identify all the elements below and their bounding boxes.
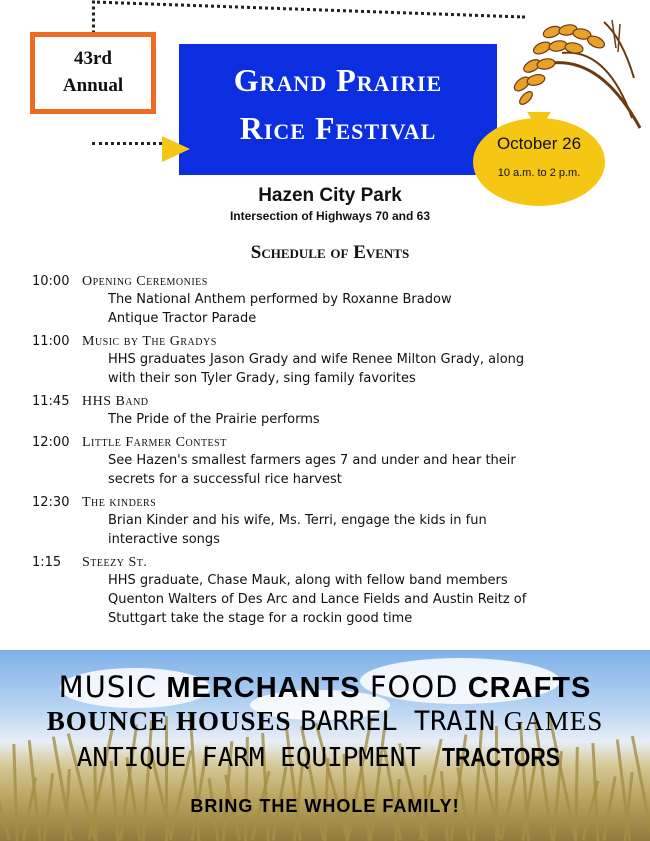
event-name: The kinders <box>82 495 157 510</box>
event-detail: HHS graduate, Chase Mauk, along with fellow band members <box>108 573 508 588</box>
banner-word-games: GAMES <box>503 706 604 736</box>
event-hours: 10 a.m. to 2 p.m. <box>497 167 581 179</box>
schedule-event <box>32 435 632 489</box>
banner-word-music: MUSIC <box>58 670 158 704</box>
banner-row-2 <box>0 706 650 737</box>
grass-blade <box>142 720 153 841</box>
event-name: Little Farmer Contest <box>82 435 227 450</box>
schedule-event <box>32 555 632 628</box>
banner-row-3 <box>0 742 650 773</box>
venue-name: Hazen City Park <box>258 185 402 206</box>
event-detail: Quenton Walters of Des Arc and Lance Fields and Austin Reitz of <box>108 592 527 607</box>
event-header <box>32 555 632 571</box>
title-line-1: Grand Prairie <box>233 62 443 98</box>
schedule-heading: Schedule of Events <box>250 242 410 263</box>
venue-block <box>160 183 500 224</box>
edition-label: Annual <box>62 75 124 96</box>
banner-word-food: FOOD <box>369 670 459 704</box>
event-detail: secrets for a successful rice harvest <box>108 472 342 487</box>
activities-banner <box>0 650 650 841</box>
event-detail: Stuttgart take the stage for a rockin good time <box>108 611 413 626</box>
banner-word-antique-farm-equipment: ANTIQUE FARM EQUIPMENT <box>76 743 422 773</box>
event-time: 1:15 <box>32 555 62 570</box>
annual-badge <box>30 32 156 114</box>
event-header <box>32 435 632 451</box>
event-name: Music by The Gradys <box>82 334 217 349</box>
banner-word-tractors: TRACTORS <box>442 742 561 772</box>
dotted-line-bottom <box>92 142 162 155</box>
event-detail: The National Anthem performed by Roxanne Bradow <box>108 292 452 307</box>
festival-title <box>179 44 497 175</box>
event-header <box>32 495 632 511</box>
schedule-event <box>32 394 632 429</box>
event-time: 12:00 <box>32 435 70 450</box>
event-time: 10:00 <box>32 274 70 289</box>
event-detail: The Pride of the Prairie performs <box>108 412 320 427</box>
event-name: HHS Band <box>82 394 149 409</box>
banner-tagline: BRING THE WHOLE FAMILY! <box>190 796 460 816</box>
venue-location: Intersection of Highways 70 and 63 <box>229 209 431 223</box>
title-line-2: Rice Festival <box>239 110 437 146</box>
banner-word-crafts: CRAFTS <box>467 672 592 704</box>
event-detail: Antique Tractor Parade <box>108 311 257 326</box>
event-header <box>32 274 632 290</box>
pointer-triangle-left <box>162 136 190 162</box>
event-detail: HHS graduates Jason Grady and wife Renee Milton Grady, along <box>108 352 525 367</box>
edition-number: 43rd <box>74 48 112 69</box>
event-name: Steezy St. <box>82 555 148 570</box>
schedule-event <box>32 495 632 549</box>
event-time: 11:00 <box>32 334 70 349</box>
banner-word-barrel-train: BARREL TRAIN <box>300 706 496 737</box>
event-date: October 26 <box>496 134 582 153</box>
schedule-event <box>32 274 632 328</box>
schedule-event <box>32 334 632 388</box>
banner-word-merchants: MERCHANTS <box>166 672 361 704</box>
event-time: 11:45 <box>32 394 70 409</box>
event-detail: with their son Tyler Grady, sing family favorites <box>108 371 416 386</box>
dotted-line-top <box>92 0 525 48</box>
event-header <box>32 334 632 350</box>
event-detail: interactive songs <box>108 532 220 547</box>
event-detail: Brian Kinder and his wife, Ms. Terri, engage the kids in fun <box>108 513 487 528</box>
banner-row-1 <box>0 670 650 705</box>
event-header <box>32 394 632 410</box>
event-name: Opening Ceremonies <box>82 274 208 289</box>
event-time: 12:30 <box>32 495 70 510</box>
event-detail: See Hazen's smallest farmers ages 7 and under and hear their <box>108 453 516 468</box>
banner-word-bounce-houses: BOUNCE HOUSES <box>46 706 292 736</box>
schedule-list <box>32 274 632 634</box>
